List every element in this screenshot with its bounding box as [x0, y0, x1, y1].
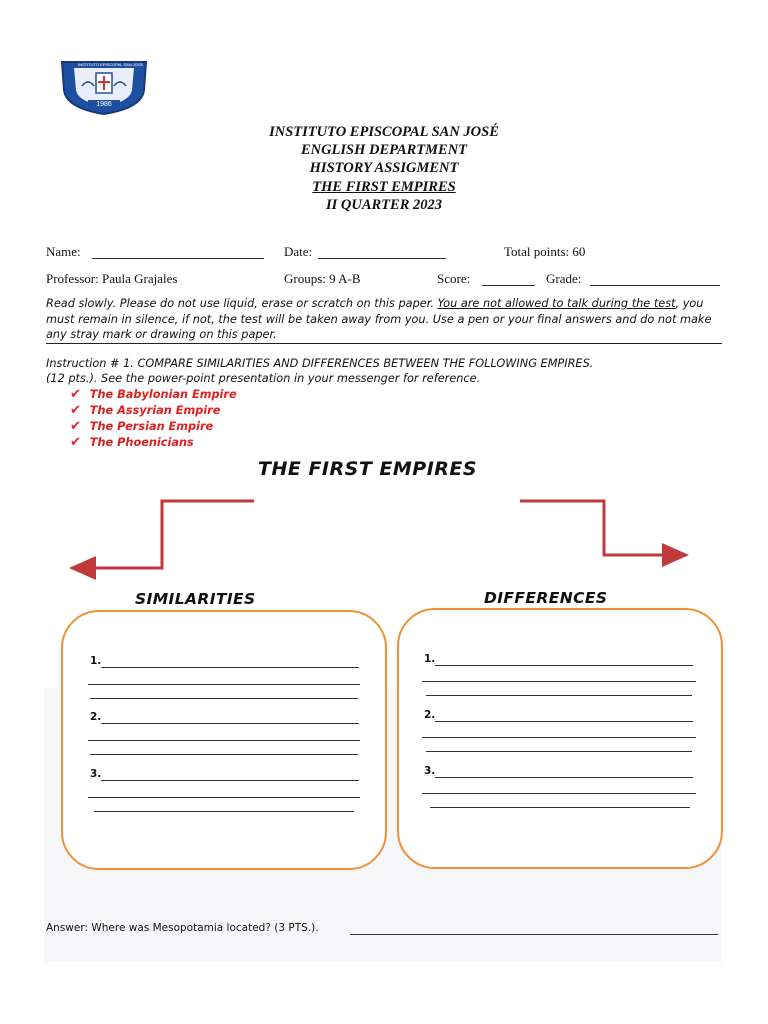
empire-4: The Phoenicians [89, 436, 194, 449]
difference-item-2-line[interactable] [422, 737, 696, 738]
check-icon: ✔ [70, 419, 81, 434]
grade-label: Grade: [546, 271, 582, 286]
check-icon: ✔ [70, 387, 81, 402]
score-label: Score: [437, 271, 471, 286]
difference-item-1-line[interactable] [422, 681, 696, 682]
difference-item-1-line[interactable] [426, 695, 692, 696]
difference-item-2-line[interactable] [426, 751, 692, 752]
difference-item-2-number: 2. [424, 709, 436, 721]
difference-item-1-line[interactable] [435, 665, 693, 666]
rules-text-3: , you must remain in silence, if not, the test will be taken away from you. Use a pen or your final answers and do not make any stray mark or drawing on this paper. [46, 297, 712, 341]
question-text: Answer: Where was Mesopotamia located? (3 PTS.). [46, 922, 319, 934]
left-arrow [72, 501, 254, 568]
difference-item-3-number: 3. [424, 765, 436, 777]
similarity-item-2-line[interactable] [90, 754, 358, 755]
rules-text-1: Read slowly. Please do not use liquid, erase or scratch on this paper. [46, 297, 438, 310]
department-name: ENGLISH DEPARTMENT [300, 142, 468, 158]
check-icon: ✔ [70, 403, 81, 418]
quarter-label: II QUARTER 2023 [325, 197, 443, 213]
difference-item-2-line[interactable] [435, 721, 693, 722]
similarity-item-3-line[interactable] [88, 797, 360, 798]
similarity-item-2-line[interactable] [101, 723, 359, 724]
right-arrow [520, 501, 686, 555]
similarities-box [61, 610, 387, 870]
date-label: Date: [284, 244, 313, 259]
similarity-item-1-number: 1. [90, 655, 102, 667]
logo-ring-text: INSTITUTO EPISCOPAL SAN JOSE [78, 62, 144, 67]
similarities-title: SIMILARITIES [135, 590, 256, 608]
check-icon: ✔ [70, 435, 81, 450]
diagram-title: THE FIRST EMPIRES [258, 458, 478, 480]
similarity-item-1-line[interactable] [101, 667, 359, 668]
answer-blank[interactable] [350, 934, 718, 935]
assignment-title: HISTORY ASSIGMENT [309, 160, 459, 176]
instruction-line-2: (12 pts.). See the power-point presentation in your messenger for reference. [46, 372, 481, 385]
logo-year: 1986 [96, 101, 112, 108]
difference-item-3-line[interactable] [430, 807, 690, 808]
professor-label: Professor: Paula Grajales [46, 271, 178, 286]
difference-item-1-number: 1. [424, 653, 436, 665]
empire-3: The Persian Empire [89, 420, 214, 433]
similarity-item-2-number: 2. [90, 711, 102, 723]
rules-text-2: You are not allowed to talk during the test [437, 297, 676, 310]
difference-item-3-line[interactable] [422, 793, 696, 794]
instruction-line-1: Instruction # 1. COMPARE SIMILARITIES AND DIFFERENCES BETWEEN THE FOLLOWING EMPIRES. [46, 357, 594, 370]
similarity-item-1-line[interactable] [90, 698, 358, 699]
similarity-item-3-number: 3. [90, 768, 102, 780]
empire-2: The Assyrian Empire [89, 404, 221, 417]
empire-1: The Babylonian Empire [89, 388, 237, 401]
similarity-item-2-line[interactable] [88, 740, 360, 741]
school-name: INSTITUTO EPISCOPAL SAN JOSÉ [269, 124, 499, 140]
name-label: Name: [46, 244, 81, 259]
difference-item-3-line[interactable] [435, 777, 693, 778]
similarity-item-3-line[interactable] [94, 811, 354, 812]
similarity-item-3-line[interactable] [101, 780, 359, 781]
similarity-item-1-line[interactable] [88, 684, 360, 685]
differences-box [397, 608, 723, 869]
total-points: Total points: 60 [504, 244, 586, 259]
groups-label: Groups: 9 A-B [284, 271, 361, 286]
differences-title: DIFFERENCES [484, 589, 608, 607]
topic-title: THE FIRST EMPIRES [312, 179, 456, 195]
